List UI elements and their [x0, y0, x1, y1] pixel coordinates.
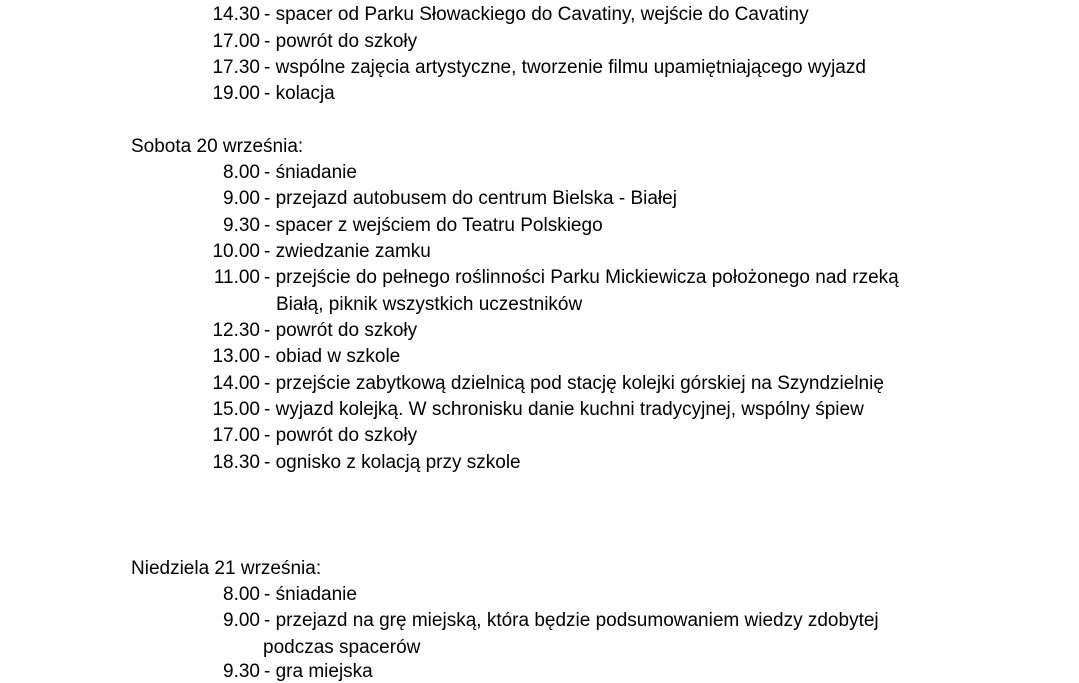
item-time: 11.00 [213, 267, 260, 288]
item-time: 18.30 [212, 452, 260, 473]
item-text: - kolacja [264, 83, 335, 104]
schedule-item [196, 162, 357, 184]
schedule-item [196, 661, 373, 683]
item-time: 14.00 [212, 373, 260, 394]
item-time: 13.00 [212, 346, 260, 367]
item-time: 9.00 [223, 188, 260, 209]
item-text: - spacer od Parku Słowackiego do Cavatiny, wejście do Cavatiny [264, 4, 809, 25]
item-text: - powrót do szkoły [264, 320, 418, 341]
item-text: - wspólne zajęcia artystyczne, tworzenie filmu upamiętniającego wyjazd [264, 57, 866, 78]
item-text: - przejście do pełnego roślinności Parku Mickiewicza położonego nad rzeką [264, 267, 899, 288]
item-time: 9.30 [223, 661, 260, 682]
schedule-item [196, 346, 400, 368]
item-text: - obiad w szkole [264, 346, 401, 367]
item-text: - przejazd autobusem do centrum Bielska - Białej [264, 188, 677, 209]
schedule-item [196, 584, 357, 606]
schedule-item [196, 83, 335, 105]
schedule-item [196, 188, 677, 210]
item-time: 12.30 [212, 320, 260, 341]
item-time: 8.00 [223, 162, 260, 183]
item-time: 10.00 [212, 241, 260, 262]
item-text: - wyjazd kolejką. W schronisku danie kuchni tradycyjnej, wspólny śpiew [264, 399, 864, 420]
schedule-item [196, 373, 884, 395]
schedule-item [196, 267, 899, 289]
item-text: - śniadanie [264, 162, 357, 183]
schedule-item-continuation: podczas spacerów [263, 637, 421, 658]
item-time: 8.00 [223, 584, 260, 605]
item-time: 19.00 [212, 83, 260, 104]
item-text: - przejście zabytkową dzielnicą pod stację kolejki górskiej na Szyndzielnię [264, 373, 884, 394]
schedule-item [196, 31, 417, 53]
schedule-item [196, 320, 417, 342]
item-time: 17.30 [212, 57, 260, 78]
item-text: - powrót do szkoły [264, 31, 418, 52]
day-heading-sunday: Niedziela 21 września: [131, 558, 322, 579]
schedule-item [196, 452, 521, 474]
item-time: 15.00 [212, 399, 260, 420]
item-text: - śniadanie [264, 584, 357, 605]
schedule-item-continuation: Białą, piknik wszystkich uczestników [276, 294, 583, 315]
schedule-item [196, 241, 431, 263]
schedule-item [196, 4, 809, 26]
day-heading-saturday: Sobota 20 września: [131, 136, 304, 157]
schedule-item [196, 57, 866, 79]
item-text: - przejazd na grę miejską, która będzie podsumowaniem wiedzy zdobytej [264, 610, 879, 631]
item-time: 17.00 [212, 425, 260, 446]
item-time: 9.30 [223, 215, 260, 236]
item-time: 14.30 [212, 4, 260, 25]
item-time: 17.00 [212, 31, 260, 52]
item-text: - zwiedzanie zamku [264, 241, 431, 262]
schedule-item [196, 610, 879, 632]
item-text: - powrót do szkoły [264, 425, 418, 446]
schedule-item [196, 425, 417, 447]
schedule-item [196, 215, 603, 237]
item-text: - ognisko z kolacją przy szkole [264, 452, 521, 473]
item-text: - spacer z wejściem do Teatru Polskiego [264, 215, 603, 236]
schedule-item [196, 399, 864, 421]
item-time: 9.00 [223, 610, 260, 631]
item-text: - gra miejska [264, 661, 373, 682]
